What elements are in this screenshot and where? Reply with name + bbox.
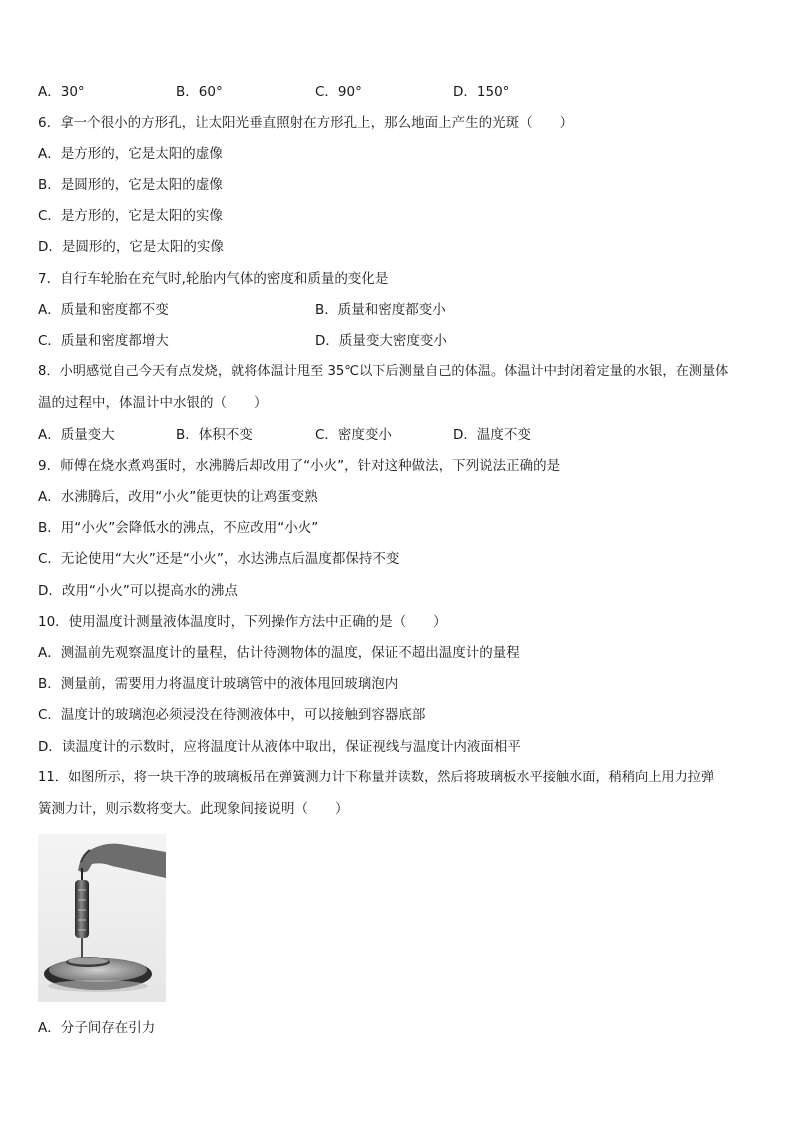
q7-stem: 7．自行车轮胎在充气时,轮胎内气体的密度和质量的变化是 xyxy=(38,271,389,287)
q6-option-d: D．是圆形的，它是太阳的实像 xyxy=(38,239,224,255)
q10-option-b: B．测量前，需要用力将温度计玻璃管中的液体甩回玻璃泡内 xyxy=(38,676,399,692)
q8-stem-line1: 8．小明感觉自己今天有点发烧，就将体温计甩至 35℃以下后测量自己的体温。体温计中封闭着定量的水银，在测量体 xyxy=(38,364,729,379)
q7-option-b: B．质量和密度都变小 xyxy=(315,302,446,318)
q11-stem-line1: 11．如图所示，将一块干净的玻璃板吊在弹簧测力计下称量并读数，然后将玻璃板水平接触水面，稍稍向上用力拉弹 xyxy=(38,770,715,785)
q8-option-d: D．温度不变 xyxy=(453,427,531,443)
q11-stem-line2: 簧测力计，则示数将变大。此现象间接说明（ ） xyxy=(38,801,349,817)
q5-option-b: B．60° xyxy=(176,84,223,100)
q8-option-c: C．密度变小 xyxy=(315,427,392,443)
q11-option-a: A．分子间存在引力 xyxy=(38,1020,156,1036)
q10-option-d: D．读温度计的示数时，应将温度计从液体中取出，保证视线与温度计内液面相平 xyxy=(38,739,521,755)
q5-option-c: C．90° xyxy=(315,84,362,100)
q7-option-a: A．质量和密度都不变 xyxy=(38,302,169,318)
q10-option-c: C．温度计的玻璃泡必须浸没在待测液体中，可以接触到容器底部 xyxy=(38,707,426,723)
q9-option-b: B．用“小火”会降低水的沸点，不应改用“小火” xyxy=(38,520,319,536)
q8-stem-line2: 温的过程中，体温计中水银的（ ） xyxy=(38,395,268,411)
q6-stem: 6．拿一个很小的方形孔，让太阳光垂直照射在方形孔上，那么地面上产生的光斑（ ） xyxy=(38,115,574,131)
q10-option-a: A．测温前先观察温度计的量程，估计待测物体的温度，保证不超出温度计的量程 xyxy=(38,645,520,661)
spring-scale-glass-plate-photo xyxy=(38,834,166,1002)
q7-option-c: C．质量和密度都增大 xyxy=(38,333,169,349)
q7-option-d: D．质量变大密度变小 xyxy=(315,333,447,349)
q5-option-d: D．150° xyxy=(453,84,510,100)
q9-stem: 9．师傅在烧水煮鸡蛋时，水沸腾后却改用了“小火”，针对这种做法，下列说法正确的是 xyxy=(38,458,561,474)
q9-option-c: C．无论使用“大火”还是“小火”，水达沸点后温度都保持不变 xyxy=(38,551,400,567)
q10-stem: 10．使用温度计测量液体温度时，下列操作方法中正确的是（ ） xyxy=(38,614,447,630)
q9-option-d: D．改用“小火”可以提高水的沸点 xyxy=(38,583,238,599)
q8-option-b: B．体积不变 xyxy=(176,427,253,443)
q6-option-c: C．是方形的，它是太阳的实像 xyxy=(38,208,223,224)
q6-option-b: B．是圆形的，它是太阳的虚像 xyxy=(38,177,223,193)
q5-option-a: A．30° xyxy=(38,84,85,100)
q9-option-a: A．水沸腾后，改用“小火”能更快的让鸡蛋变熟 xyxy=(38,489,318,505)
q8-option-a: A．质量变大 xyxy=(38,427,115,443)
q6-option-a: A．是方形的，它是太阳的虚像 xyxy=(38,146,223,162)
